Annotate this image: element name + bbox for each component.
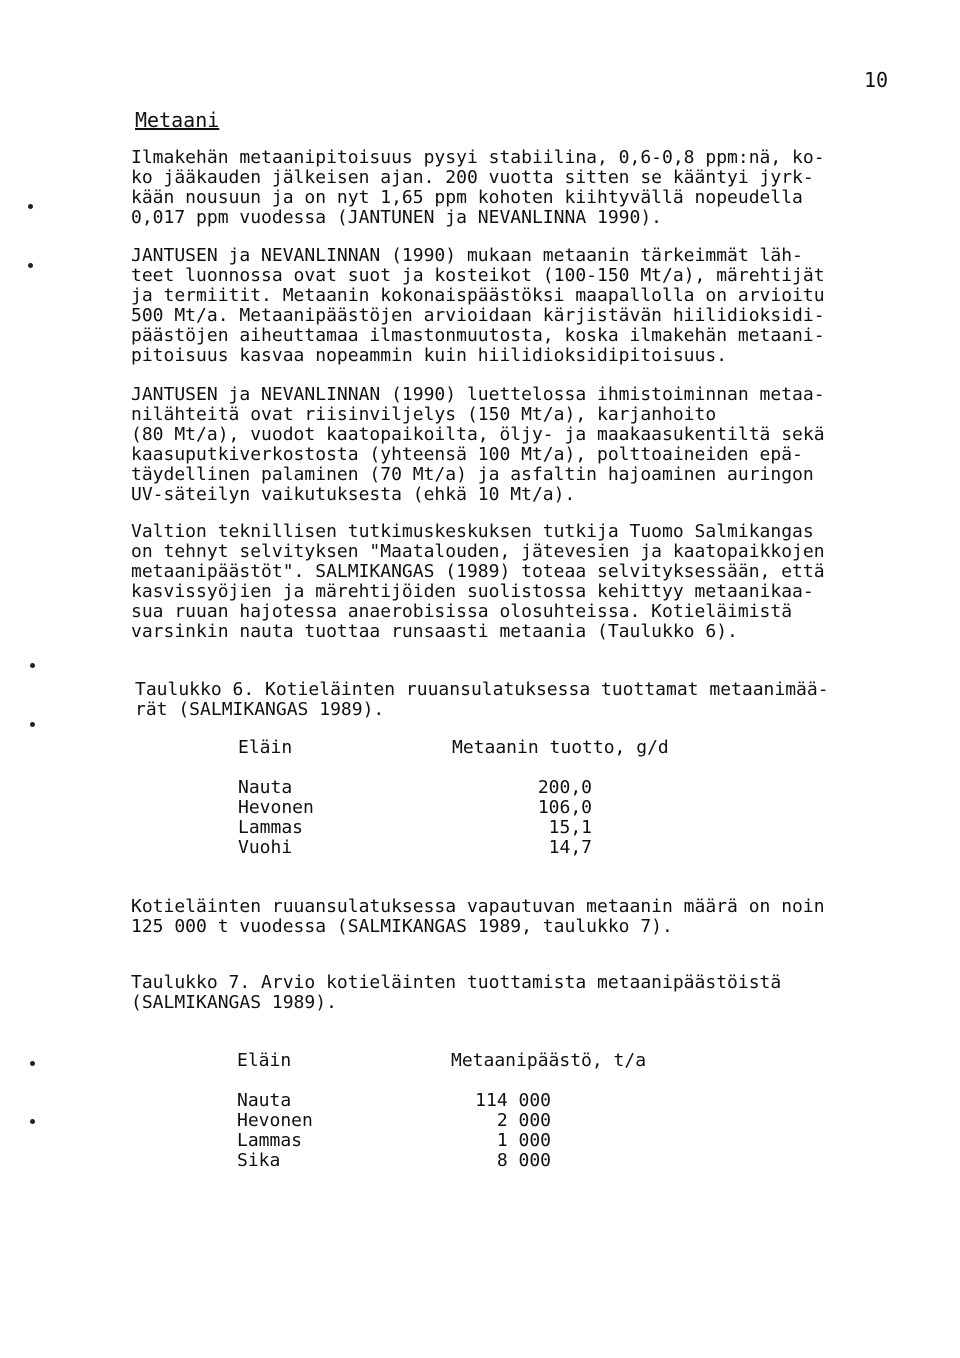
table-row (238, 818, 752, 838)
table-header-row (238, 738, 752, 758)
table-cell-animal: Lammas (238, 817, 304, 838)
table-cell-value: 200,0 (537, 777, 592, 798)
paragraph-5 (131, 897, 911, 937)
table-cell-animal: Sika (237, 1150, 281, 1171)
scan-speck (28, 204, 33, 209)
table-header-value: Metaanipäästö, t/a (451, 1050, 647, 1071)
table-header-row (237, 1051, 751, 1071)
table-cell-animal: Lammas (237, 1130, 303, 1151)
paragraph-1 (131, 148, 911, 228)
table-row (237, 1131, 751, 1151)
text-line: varsinkin nauta tuottaa runsaasti metaania (Taulukko 6). (131, 621, 738, 642)
text-line: 0,017 ppm vuodessa (JANTUNEN ja NEVANLINNA 1990). (131, 207, 663, 228)
scan-speck (30, 663, 35, 668)
text-line: kään nousuun ja on nyt 1,65 ppm kohoten kiihtyvällä nopeudella (131, 187, 803, 208)
table7 (237, 1051, 751, 1171)
section-heading: Metaani (135, 108, 220, 132)
table-header-animal: Eläin (238, 737, 293, 758)
text-line: täydellinen palaminen (70 Mt/a) ja asfaltin hajoaminen auringon (131, 464, 814, 485)
table-row (238, 838, 752, 858)
text-line: on tehnyt selvityksen "Maatalouden, jätevesien ja kaatopaikkojen (131, 541, 825, 562)
text-line: Valtion teknillisen tutkimuskeskuksen tutkija Tuomo Salmikangas (131, 521, 814, 542)
page-number: 10 (864, 68, 889, 92)
caption-line: (SALMIKANGAS 1989). (131, 992, 337, 1013)
text-line: Kotieläinten ruuansulatuksessa vapautuvan metaanin määrä on noin (131, 896, 825, 917)
table-row (238, 778, 752, 798)
table-cell-value: 8 000 (496, 1150, 551, 1171)
table-row (237, 1151, 751, 1171)
text-line: pitoisuus kasvaa nopeammin kuin hiilidioksidipitoisuus. (131, 345, 728, 366)
text-line: (80 Mt/a), vuodot kaatopaikoilta, öljy- ja maakaasukentiltä sekä (131, 424, 825, 445)
scan-speck (28, 263, 33, 268)
text-line: teet luonnossa ovat suot ja kosteikot (100-150 Mt/a), märehtijät (131, 265, 825, 286)
text-line: 125 000 t vuodessa (SALMIKANGAS 1989, taulukko 7). (131, 916, 673, 937)
text-line: päästöjen aiheuttamaa ilmastonmuutosta, koska ilmakehän metaani- (131, 325, 825, 346)
table-cell-value: 15,1 (548, 817, 592, 838)
caption-line: Taulukko 6. Kotieläinten ruuansulatuksessa tuottamat metaanimää- (135, 679, 829, 700)
table-cell-animal: Vuohi (238, 837, 293, 858)
scan-speck (30, 722, 35, 727)
caption-line: rät (SALMIKANGAS 1989). (135, 699, 385, 720)
text-line: 500 Mt/a. Metaanipäästöjen arvioidaan kärjistävän hiilidioksidi- (131, 305, 825, 326)
text-line: metaanipäästöt". SALMIKANGAS (1989) toteaa selvityksessään, että (131, 561, 825, 582)
paragraph-4 (131, 522, 911, 642)
text-line: JANTUSEN ja NEVANLINNAN (1990) mukaan metaanin tärkeimmät läh- (131, 245, 803, 266)
paragraph-2 (131, 246, 911, 366)
text-line: UV-säteilyn vaikutuksesta (ehkä 10 Mt/a). (131, 484, 576, 505)
table-cell-value: 2 000 (496, 1110, 551, 1131)
caption-line: Taulukko 7. Arvio kotieläinten tuottamista metaanipäästöistä (131, 972, 782, 993)
text-line: JANTUSEN ja NEVANLINNAN (1990) luettelossa ihmistoiminnan metaa- (131, 384, 825, 405)
table-row (238, 798, 752, 818)
text-line: kaasuputkiverkostosta (yhteensä 100 Mt/a), polttoaineiden epä- (131, 444, 803, 465)
table-cell-value: 1 000 (496, 1130, 551, 1151)
table-cell-animal: Hevonen (237, 1110, 313, 1131)
paragraph-3 (131, 385, 911, 505)
scan-speck (30, 1119, 35, 1124)
table-cell-animal: Nauta (238, 777, 293, 798)
table7-caption (131, 973, 781, 1013)
table-header-animal: Eläin (237, 1050, 292, 1071)
table6-caption (135, 680, 829, 720)
table-header-value: Metaanin tuotto, g/d (452, 737, 669, 758)
text-line: ko jääkauden jälkeisen ajan. 200 vuotta sitten se kääntyi jyrk- (131, 167, 814, 188)
table-row (237, 1111, 751, 1131)
scan-speck (30, 1061, 35, 1066)
text-line: sua ruuan hajotessa anaerobisissa olosuhteissa. Kotieläimistä (131, 601, 793, 622)
table-row (237, 1091, 751, 1111)
table-cell-animal: Hevonen (238, 797, 314, 818)
text-line: ja termiitit. Metaanin kokonaispäästöksi maapallolla on arvioitu (131, 285, 825, 306)
text-line: kasvissyöjien ja märehtijöiden suolistossa kehittyy metaanikaa- (131, 581, 814, 602)
table-cell-animal: Nauta (237, 1090, 292, 1111)
text-line: nilähteitä ovat riisinviljelys (150 Mt/a), karjanhoito (131, 404, 717, 425)
table-cell-value: 114 000 (475, 1090, 551, 1111)
table-cell-value: 106,0 (537, 797, 592, 818)
text-line: Ilmakehän metaanipitoisuus pysyi stabiilina, 0,6-0,8 ppm:nä, ko- (131, 147, 825, 168)
table6 (238, 738, 752, 858)
table-cell-value: 14,7 (548, 837, 592, 858)
